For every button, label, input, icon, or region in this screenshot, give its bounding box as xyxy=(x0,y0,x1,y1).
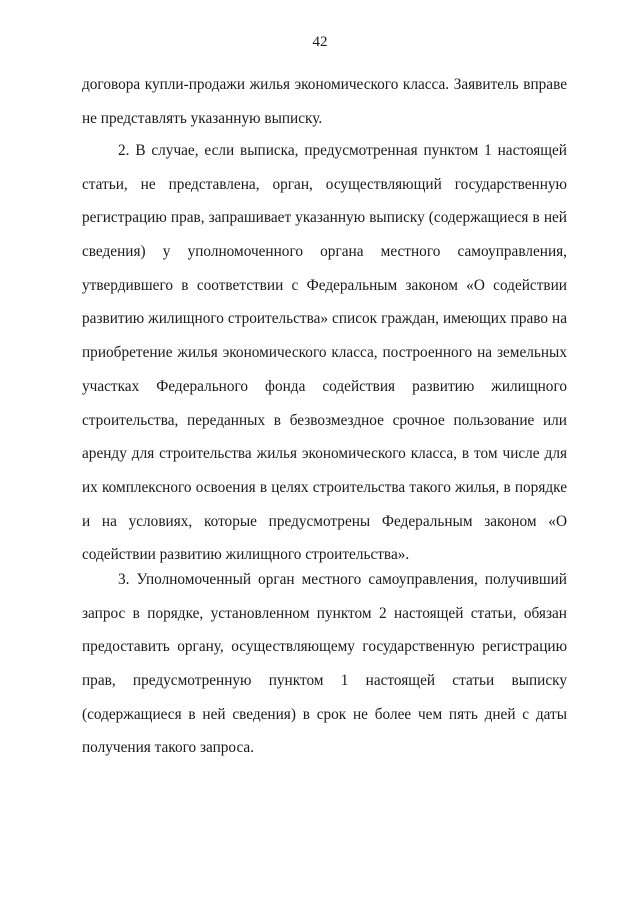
text-line: строительства, переданных в безвозмездное срочное пользование или xyxy=(82,411,567,429)
text-line: содействии развитию жилищного строительства». xyxy=(82,546,410,564)
text-line: запрос в порядке, установленном пунктом 2 настоящей статьи, обязан xyxy=(82,604,567,622)
paragraph-3 xyxy=(82,563,567,765)
text-line: 3. Уполномоченный орган местного самоуправления, получивший xyxy=(118,571,567,588)
text-line: участках Федерального фонда содействия развитию жилищного xyxy=(82,377,567,395)
text-line: статьи, не представлена, орган, осуществляющий государственную xyxy=(82,175,567,193)
text-line: утвердившего в соответствии с Федеральным законом «О содействии xyxy=(82,276,567,294)
text-line: аренду для строительства жилья экономического класса, в том числе для xyxy=(82,445,567,463)
paragraph-2 xyxy=(82,134,567,572)
text-line: не представлять указанную выписку. xyxy=(82,109,323,127)
text-line: их комплексного освоения в целях строительства такого жилья, в порядке xyxy=(82,478,567,496)
text-line: регистрацию прав, запрашивает указанную выписку (содержащиеся в ней xyxy=(82,209,567,227)
text-line: (содержащиеся в ней сведения) в срок не более чем пять дней с даты xyxy=(82,705,567,723)
text-line: предоставить органу, осуществляющему государственную регистрацию xyxy=(82,638,567,656)
text-line: приобретение жилья экономического класса, построенного на земельных xyxy=(82,344,567,362)
text-line: 2. В случае, если выписка, предусмотренная пунктом 1 настоящей xyxy=(118,142,567,159)
text-line: договора купли-продажи жилья экономического класса. Заявитель вправе xyxy=(82,76,567,93)
paragraph-continuation xyxy=(82,68,567,135)
text-line: прав, предусмотренную пунктом 1 настоящей статьи выписку xyxy=(82,672,567,690)
text-line: сведения) у уполномоченного органа местного самоуправления, xyxy=(82,243,567,261)
page-number: 42 xyxy=(312,34,328,50)
text-line: получения такого запроса. xyxy=(82,739,255,757)
text-line: развитию жилищного строительства» список граждан, имеющих право на xyxy=(82,310,567,328)
text-line: и на условиях, которые предусмотрены Федеральным законом «О xyxy=(82,512,567,530)
